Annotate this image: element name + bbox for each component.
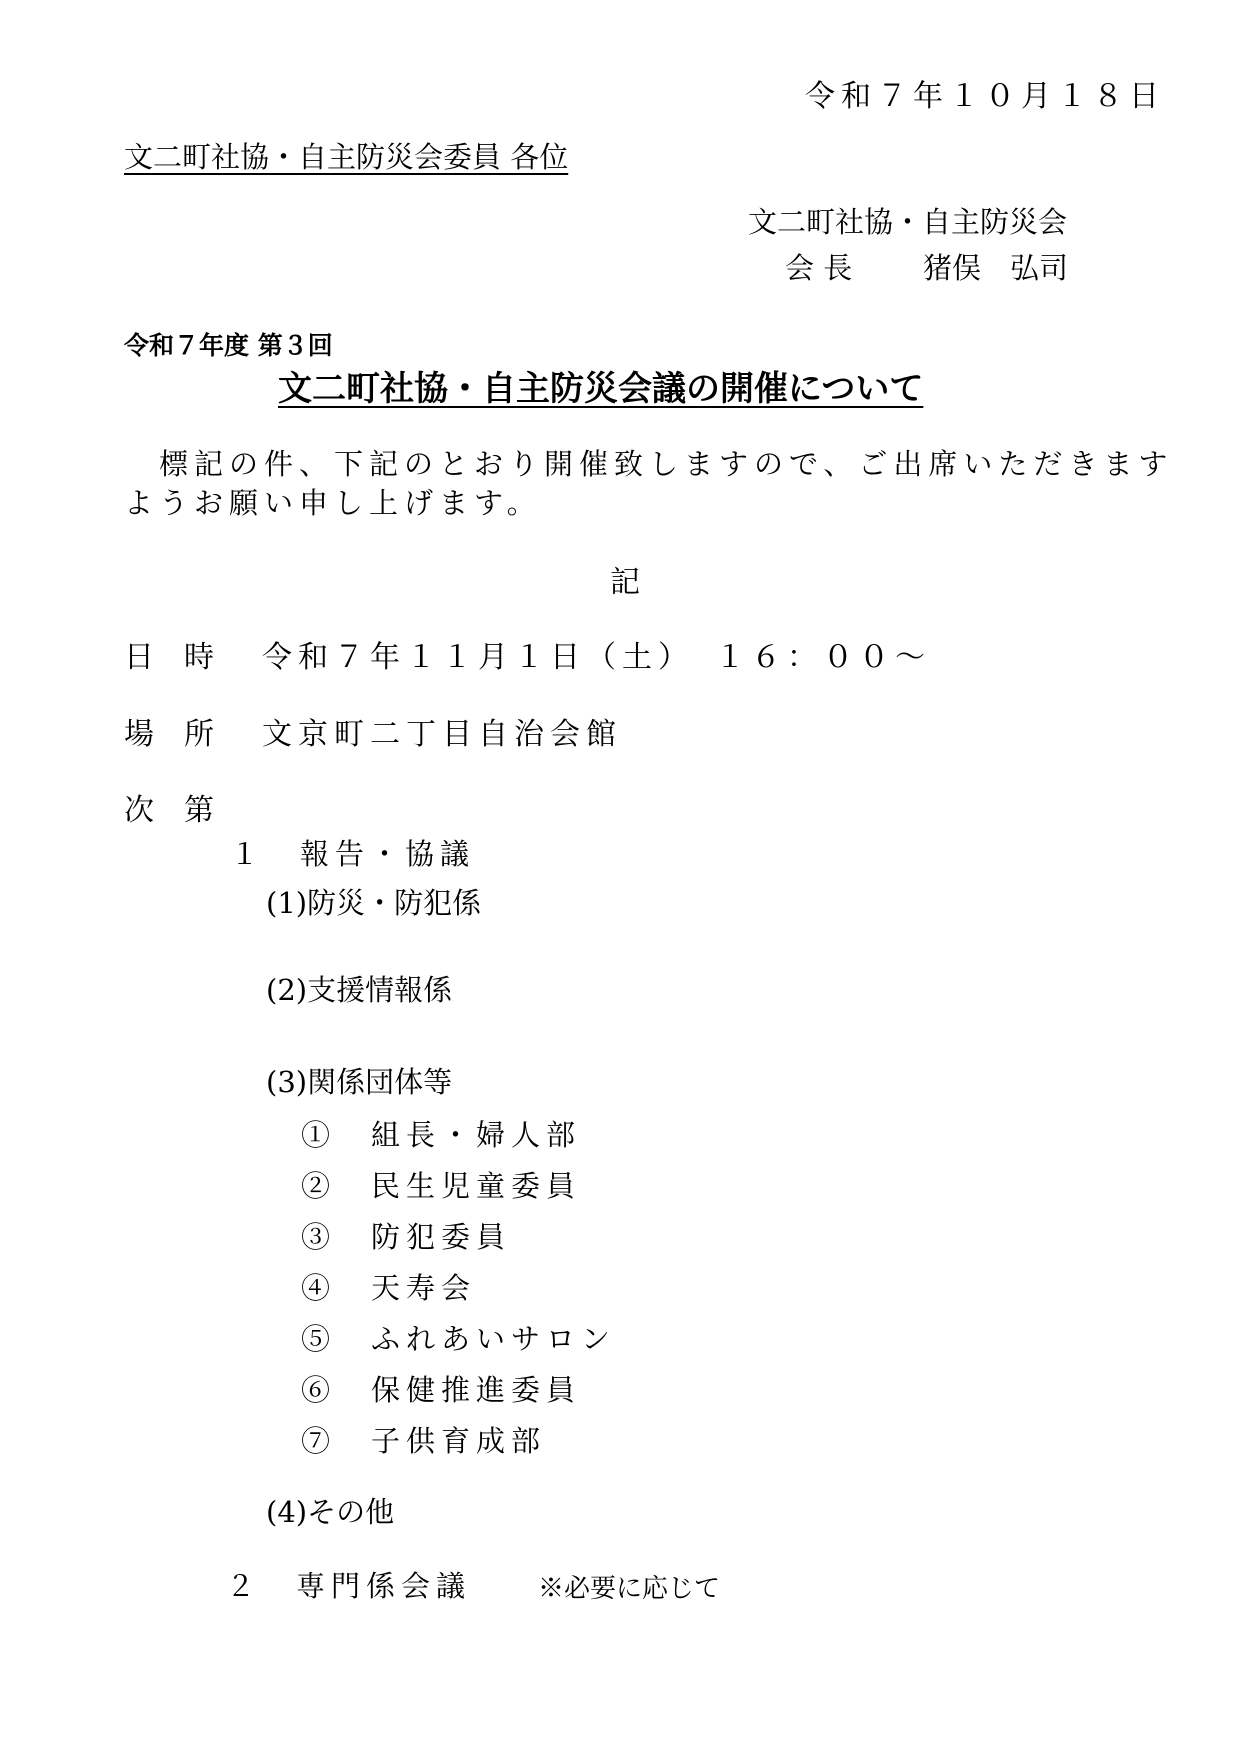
place-label: 場 所 [124,717,214,752]
datetime-label: 日 時 [124,640,214,675]
place-value: 文京町二丁目自治会館 [262,717,622,752]
agenda-item-1: １ 報告・協議 [230,837,476,871]
agenda-item-2: ２ 専門係会議 [226,1569,472,1603]
body-line-2: ようお願い申し上げます。 [124,486,542,520]
group-item: ① 組長・婦人部 [301,1118,582,1152]
sender-name: 猪俣 弘司 [923,251,1069,285]
issue-date: 令和７年１０月１８日 [805,79,1165,114]
agenda-sub-2: (2)支援情報係 [266,973,453,1007]
group-item: ⑦ 子供育成部 [301,1424,547,1458]
sender-title: 会 長 [785,251,853,285]
group-item: ④ 天寿会 [301,1271,477,1305]
group-item: ② 民生児童委員 [301,1169,582,1203]
recipient: 文二町社協・自主防災会委員 各位 [124,140,569,174]
group-item: ⑥ 保健推進委員 [301,1373,582,1407]
agenda-sub-1: (1)防災・防犯係 [266,886,482,920]
group-item: ③ 防犯委員 [301,1220,512,1254]
meeting-subtitle: 令和７年度 第３回 [124,331,333,360]
agenda-item-2-note: ※必要に応じて [538,1574,721,1604]
group-item: ⑤ ふれあいサロン [301,1322,617,1356]
agenda-sub-4: (4)その他 [266,1495,395,1529]
sender-org: 文二町社協・自主防災会 [748,205,1068,239]
body-line-1: 標記の件、下記のとおり開催致しますので、ご出席いただきます [124,447,1174,481]
ki-heading: 記 [610,565,640,600]
meeting-title: 文二町社協・自主防災会議の開催について [278,369,924,409]
agenda-sub-3: (3)関係団体等 [266,1065,453,1099]
datetime-value: 令和７年１１月１日（土） １６：００～ [262,640,931,675]
agenda-label: 次 第 [124,793,214,828]
